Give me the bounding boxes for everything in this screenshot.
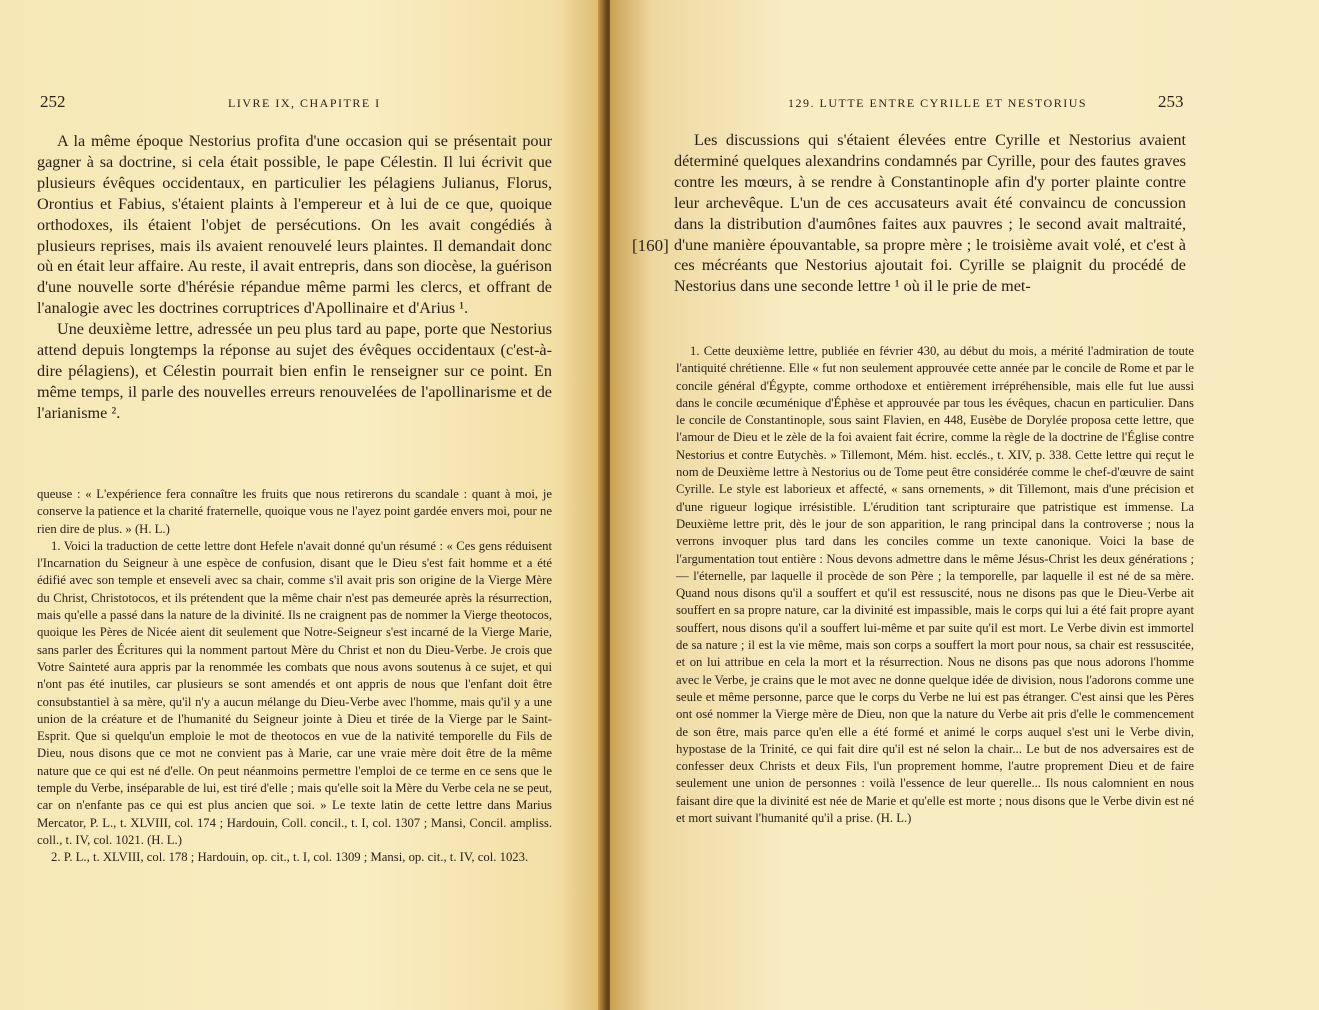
footnotes [37,486,552,867]
footnote: 2. P. L., t. XLVIII, col. 178 ; Hardouin, op. cit., t. I, col. 1309 ; Mansi, op. cit., t. IV, col. 1023. [51,850,529,865]
running-head: LIVRE IX, CHAPITRE I [228,96,381,110]
body-text [674,130,1186,297]
paragraph: Une deuxième lettre, adressée un peu plus tard au pape, porte que Nestorius attend depuis longtemps la réponse au sujet des évêques occidentaux (c'est-à-dire pélagiens), et Célestin pourrait bien enfin le renseigner sur ce point. En même temps, il parle des nouvelles erreurs renouvelées de l'apollinarisme et de l'arianisme ². [37,320,552,422]
page-number: 252 [40,92,66,111]
page-number: 253 [1158,92,1184,111]
paragraph: Les discussions qui s'étaient élevées entre Cyrille et Nestorius avaient déterminé quelques alexandrins condamnés par Cyrille, pour des fautes graves contre les mœurs, à se rendre à Constantinople afin d'y porter plainte contre leur archevêque. L'un de ces accusateurs avait été convaincu de concussion dans la distribution d'aumônes faites aux pauvres ; le second avait maltraité, d'une manière épouvantable, sa propre mère ; le troisième avait volé, et c'est à ces mécréants que Nestorius ajoutait foi. Cyrille se plaignit du procédé de Nestorius dans une seconde lettre ¹ où il le prie de met- [674,131,1186,296]
margin-reference: [160] [632,236,669,255]
footnote: 1. Voici la traduction de cette lettre dont Hefele n'avait donné qu'un résumé : « Ces gens réduisent l'Incarnation du Seigneur à une espèce de confusion, disant que le Dieu s'est fait homme et a été édifié avec son temple et enseveli avec sa chair, comme s'il avait pris son origine de la Vierge Mère du Christ, Christotocos, et ils prétendent que la même chair n'est pas demeurée après la résurrection, mais qu'elle a passé dans la nature de la divinité. Ils ne craignent pas de nommer la Vierge theotocos, quoique les Pères de Nicée aient dit seulement que Notre-Seigneur s'est incarné de la Vierge Marie, sans parler des Écritures qui la nomment partout Mère du Christ et non du Dieu-Verbe. Je crois que Votre Sainteté aura appris par la renommée les combats que nous avons soutenus à ce sujet, et qui n'ont pas été inutiles, car plusieurs se sont amendés et ont appris de nous que l'enfant doit être consubstantiel à sa mère, qu'il n'y a aucun mélange du Dieu-Verbe avec l'homme, mais qu'il y a une union de la créature et de l'humanité du Seigneur jointe à Dieu et tirée de la Vierge par le Saint-Esprit. Que si quelqu'un emploie le mot de theotocos en vue de la nativité temporelle du Fils de Dieu, nous disons que ce mot ne convient pas à Marie, car une vraie mère doit être de la même nature que ce qui est né d'elle. On peut néanmoins permettre l'emploi de ce terme en ce sens que le temple du Verbe, inséparable de lui, est tiré d'elle ; mais qu'elle soit la Mère du Verbe cela ne se peut, car on n'enfante pas ce qui est plus ancien que soi. » Le texte latin de cette lettre dans Marius Mercator, P. L., t. XLVIII, col. 174 ; Hardouin, Coll. concil., t. I, col. 1307 ; Mansi, Concil. ampliss. coll., t. IV, col. 1021. (H. L.) [37,538,552,847]
running-head: 129. LUTTE ENTRE CYRILLE ET NESTORIUS [788,96,1088,110]
left-page [0,0,604,1010]
paragraph: A la même époque Nestorius profita d'une occasion qui se présentait pour gagner à sa doctrine, si cela était possible, le pape Célestin. Il lui écrivit que plusieurs évêques occidentaux, en particulier les pélagiens Julianus, Florus, Orontius et Fabius, s'étaient plaints à l'empereur et à lui de ce que, quoique orthodoxes, ils étaient l'objet de persécutions. On les avait congédiés à plusieurs reprises, mais ils avaient renouvelé leurs plaintes. Il demandait donc où en était leur affaire. Au reste, il avait entrepris, dans son diocèse, la guérison d'une nouvelle sorte d'hérésie répandue même parmi les clercs, et offrant de l'analogie avec les doctrines corruptrices d'Apollinaire et d'Arius ¹. [37,132,552,318]
right-page [610,0,1319,1010]
footnotes [676,343,1194,827]
footnote: queuse : « L'expérience fera connaître les fruits que nous retirerons du scandale : quant à moi, je conserve la patience et la charité fraternelle, quoique vous ne l'ayez point gardée envers moi, pour ne rien dire de plus. » (H. L.) [37,487,552,536]
body-text [37,131,552,424]
footnote: 1. Cette deuxième lettre, publiée en février 430, au début du mois, a mérité l'admiration de toute l'antiquité chrétienne. Elle « fut non seulement approuvée cette année par le concile de Rome et par le concile général d'Égypte, comme orthodoxe et entièrement irrépréhensible, mais elle fut lue aussi dans le concile œcuménique d'Éphèse et approuvée par tous les évêques, chacun en particulier. Dans le concile de Constantinople, sous saint Flavien, en 448, Eusèbe de Dorylée proposa cette lettre, que l'amour de Dieu et le zèle de la foi avaient fait écrire, comme la règle de la doctrine de l'Église contre Nestorius et contre Eutychès. » Tillemont, Mém. hist. ecclés., t. XIV, p. 338. Cette lettre qui reçut le nom de Deuxième lettre à Nestorius ou de Tome peut être considérée comme le chef-d'œuvre de saint Cyrille. Le style est laborieux et affecté, « sans ornements, » dit Tillemont, mais d'une précision et d'une rigueur logique irrésistible. L'érudition tant scripturaire que patristique est immense. La Deuxième lettre prit, dès le jour de son apparition, le rang principal dans la controverse ; nous la verrons invoquer plus tard dans les conciles comme un texte canonique. Voici la base de l'argumentation tout entière : Nous devons admettre dans le même Jésus-Christ les deux générations ; — l'éternelle, par laquelle il procède de son Père ; la temporelle, par laquelle il est né de sa mère. Quand nous disons qu'il a souffert et qu'il est ressuscité, nous ne disons pas que le Dieu-Verbe ait souffert en sa propre nature, car la divinité est impassible, mais le corps qui lui a été fait propre ayant souffert, nous disons qu'il a souffert lui-même et par suite qu'il est mort. Le Verbe divin est immortel de sa nature ; il est la vie même, mais son corps a souffert la mort pour nous, sa chair est ressuscitée, et on lui attribue en cela la mort et la résurrection. Nous ne disons pas que nous adorons l'homme avec le Verbe, je crains que le mot avec ne donne quelque idée de division, nous l'adorons comme une seule et même personne, parce que le corps du Verbe ne lui est pas étranger. C'est ainsi que les Pères ont osé nommer la Vierge mère de Dieu, non que la nature du Verbe ait pris d'elle le commencement de son être, mais parce qu'en elle a été formé et animé le corps auquel s'est uni le Verbe divin, hypostase de la Trinité, ce qui fait dire qu'il est né selon la chair... Le but de nos adversaires est de confesser deux Christs et deux Fils, l'un proprement homme, l'autre proprement Dieu et de faire seulement une union de personnes : voilà l'essence de leur querelle... Ils nous calomnient en nous faisant dire que la divinité est née de Marie et qu'elle est morte ; nous disons que le Verbe divin est né et mort suivant l'humanité qu'il a prise. (H. L.) [676,344,1194,826]
